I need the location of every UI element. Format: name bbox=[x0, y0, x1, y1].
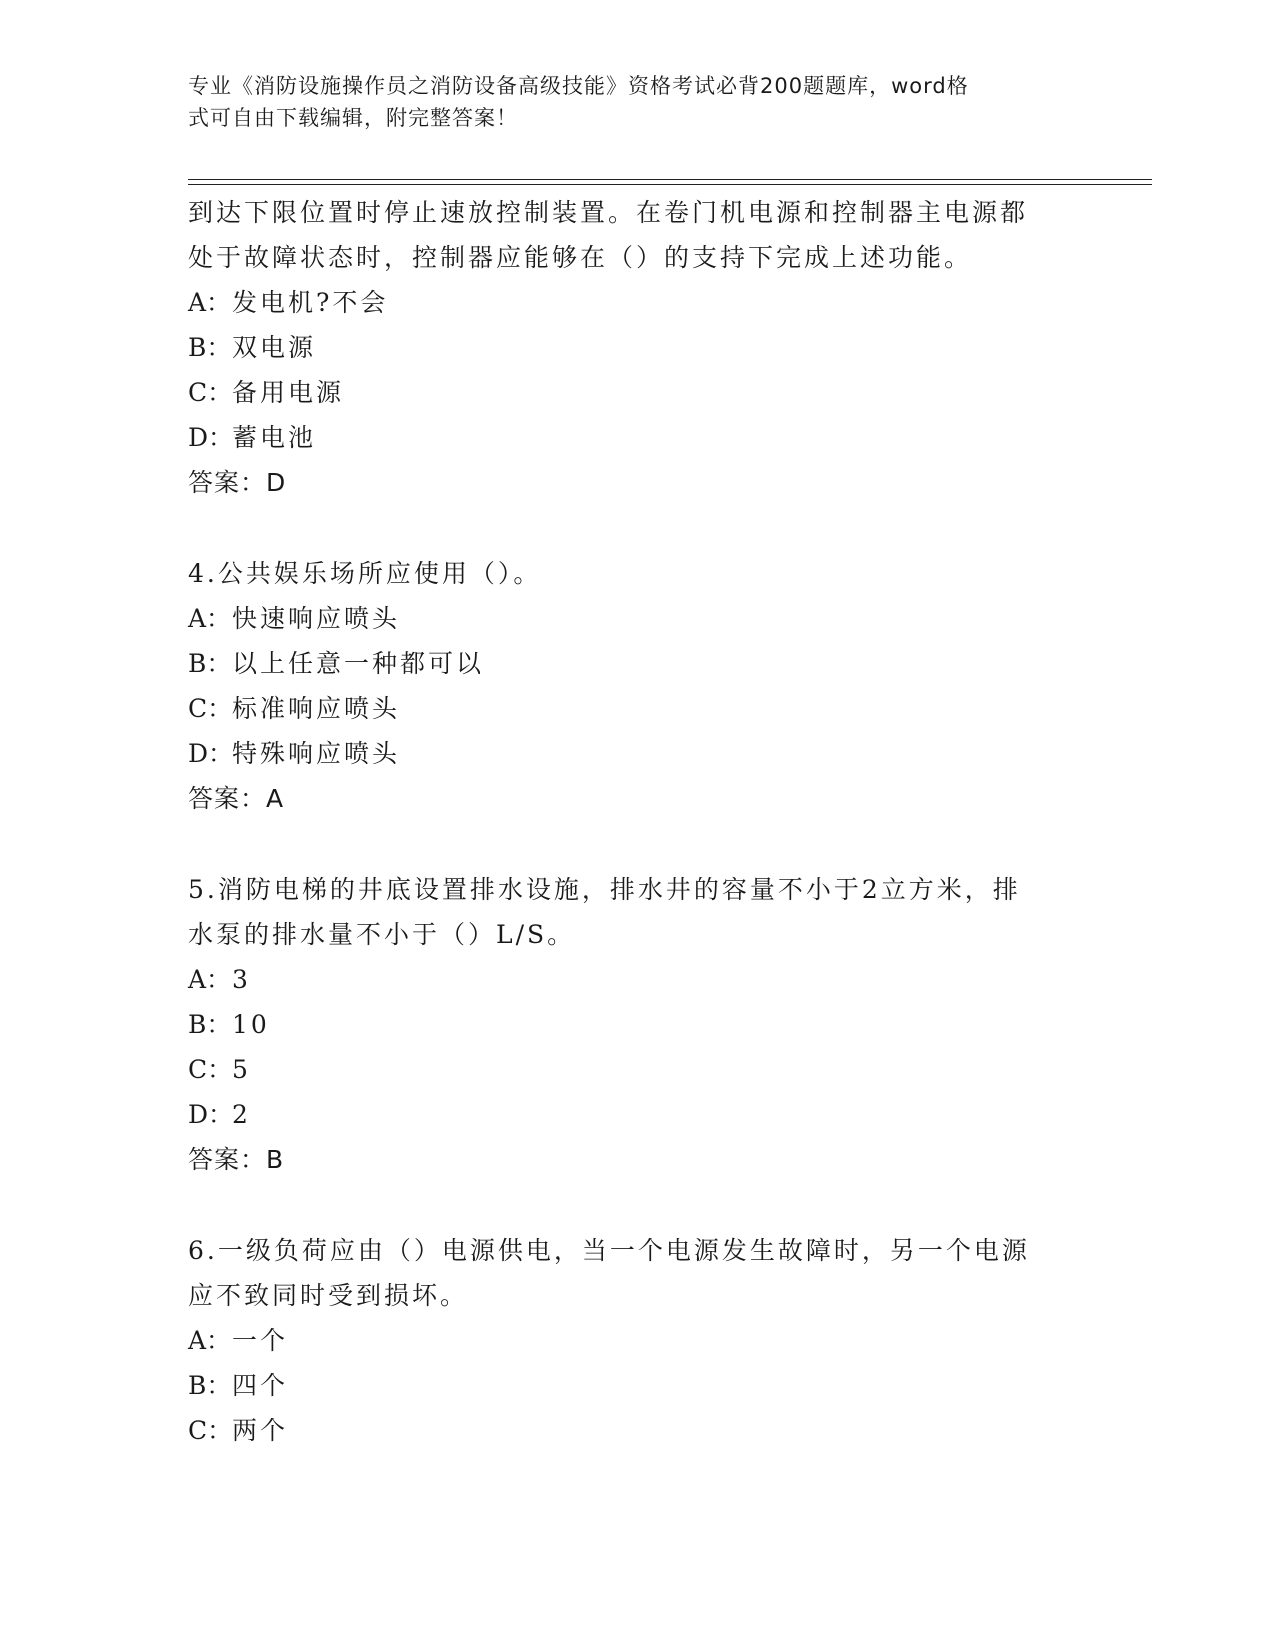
option-text: 四个 bbox=[232, 1371, 289, 1400]
question-6 bbox=[188, 1228, 1068, 1453]
option-key: B： bbox=[188, 649, 232, 678]
question-3-continued bbox=[188, 190, 1068, 505]
option-d bbox=[188, 415, 1068, 460]
option-text: 标准响应喷头 bbox=[232, 694, 401, 723]
option-key: B： bbox=[188, 1371, 232, 1400]
option-text: 2 bbox=[232, 1100, 251, 1129]
option-text: 以上任意一种都可以 bbox=[232, 649, 485, 678]
question-stem-line: 4.公共娱乐场所应使用（）。 bbox=[188, 559, 542, 588]
option-key: A： bbox=[188, 288, 232, 317]
option-a bbox=[188, 1318, 1068, 1363]
question-4 bbox=[188, 551, 1068, 821]
option-key: C： bbox=[188, 378, 233, 407]
option-key: A： bbox=[188, 965, 232, 994]
header-line-2: 式可自由下载编辑，附完整答案！ bbox=[188, 106, 518, 130]
document-header bbox=[188, 70, 1068, 134]
option-key: B： bbox=[188, 1010, 232, 1039]
option-b bbox=[188, 1363, 1068, 1408]
option-key: C： bbox=[188, 1055, 233, 1084]
question-stem-line: 水泵的排水量不小于（）L/S。 bbox=[188, 920, 576, 949]
option-a bbox=[188, 280, 1068, 325]
answer-line: 答案：B bbox=[188, 1145, 285, 1174]
option-key: A： bbox=[188, 604, 232, 633]
option-key: B： bbox=[188, 333, 232, 362]
option-c bbox=[188, 1047, 1068, 1092]
option-text: 备用电源 bbox=[232, 378, 345, 407]
option-text: 一个 bbox=[232, 1326, 289, 1355]
option-d bbox=[188, 731, 1068, 776]
option-b bbox=[188, 325, 1068, 370]
option-a bbox=[188, 957, 1068, 1002]
question-stem-line: 应不致同时受到损坏。 bbox=[188, 1281, 469, 1310]
option-key: C： bbox=[188, 694, 233, 723]
answer-line: 答案：D bbox=[188, 468, 287, 497]
option-text: 快速响应喷头 bbox=[232, 604, 401, 633]
option-key: D： bbox=[188, 1100, 234, 1129]
option-d bbox=[188, 1092, 1068, 1137]
option-text: 双电源 bbox=[232, 333, 317, 362]
option-c bbox=[188, 370, 1068, 415]
question-stem-line: 6.一级负荷应由（）电源供电，当一个电源发生故障时，另一个电源 bbox=[188, 1236, 1030, 1265]
option-key: C： bbox=[188, 1416, 233, 1445]
spacer bbox=[188, 821, 1068, 867]
option-text: 3 bbox=[232, 965, 251, 994]
option-c bbox=[188, 1408, 1068, 1453]
option-b bbox=[188, 1002, 1068, 1047]
option-text: 10 bbox=[232, 1010, 270, 1039]
option-text: 两个 bbox=[232, 1416, 289, 1445]
answer-line: 答案：A bbox=[188, 784, 285, 813]
header-rule-top bbox=[188, 179, 1152, 180]
question-list bbox=[188, 190, 1068, 1453]
option-b bbox=[188, 641, 1068, 686]
option-text: 发电机?不会 bbox=[232, 288, 389, 317]
option-c bbox=[188, 686, 1068, 731]
option-text: 5 bbox=[232, 1055, 251, 1084]
option-key: D： bbox=[188, 739, 234, 768]
option-text: 蓄电池 bbox=[232, 423, 317, 452]
option-a bbox=[188, 596, 1068, 641]
spacer bbox=[188, 1182, 1068, 1228]
question-stem-line: 处于故障状态时，控制器应能够在（）的支持下完成上述功能。 bbox=[188, 243, 973, 272]
question-stem-line: 到达下限位置时停止速放控制装置。在卷门机电源和控制器主电源都 bbox=[188, 198, 1029, 227]
option-key: D： bbox=[188, 423, 234, 452]
question-stem-line: 5.消防电梯的井底设置排水设施，排水井的容量不小于2立方米，排 bbox=[188, 875, 1021, 904]
spacer bbox=[188, 505, 1068, 551]
header-line-1: 专业《消防设施操作员之消防设备高级技能》资格考试必背200题题库，word格 bbox=[188, 74, 969, 98]
question-5 bbox=[188, 867, 1068, 1182]
header-rule-bottom bbox=[188, 184, 1152, 185]
option-text: 特殊响应喷头 bbox=[232, 739, 401, 768]
option-key: A： bbox=[188, 1326, 232, 1355]
